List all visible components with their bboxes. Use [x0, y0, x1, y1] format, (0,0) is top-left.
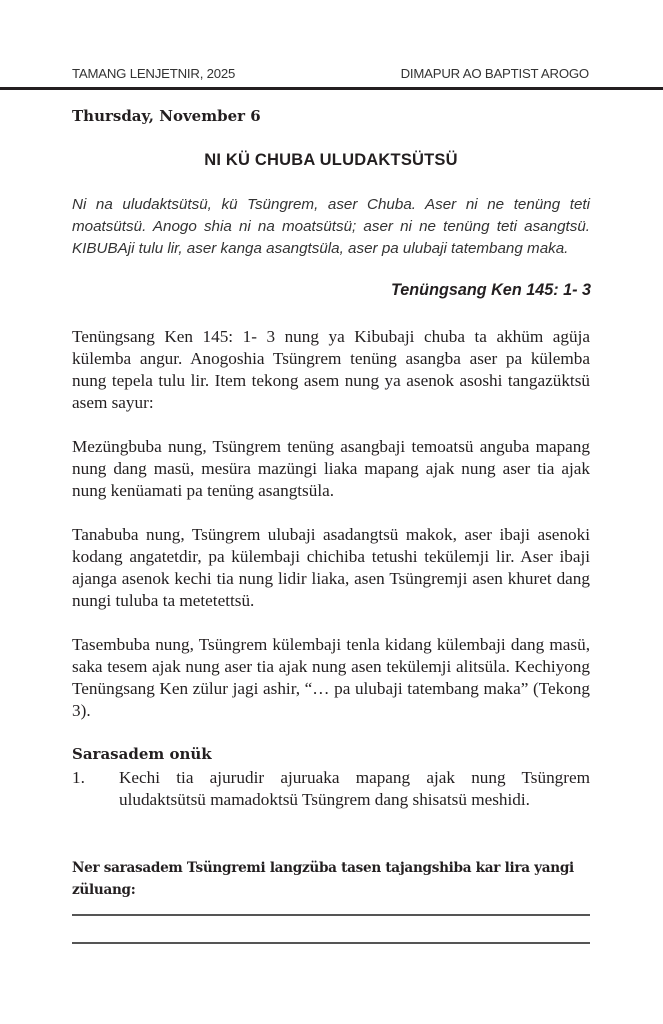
devotion-date: Thursday, November 6 [72, 107, 261, 125]
scripture-reference: Tenüngsang Ken 145: 1- 3 [391, 281, 591, 299]
paragraph-3: Tanabuba nung, Tsüngrem ulubaji asadangtsü makok, aser ibaji asenoki kodang angatetdir, pa külembaji chichiba tetushi tekülemji lir. Aser ibaji ajanga asenok kechi tia nung lidir liaka, asen Tsüngremji asen khuret dang nungi tuluba ta metetettsü. [72, 525, 590, 610]
prayer-prompt: Ner sarasadem Tsüngremi langzüba tasen tajangshiba kar lira yangi züluang: [72, 860, 574, 898]
epigraph: Ni na uludaktsütsü, kü Tsüngrem, aser Chuba. Aser ni ne tenüng teti moatsütsü. Anogo shia ni na moatsütsü; aser ni ne tenüng teti asangtsü. KIBUBAji tulu lir, aser kanga asangtsüla, aser pa ulubaji tatembang maka. [72, 196, 590, 257]
reflection-heading: Sarasadem onük [72, 745, 212, 763]
paragraph-1: Tenüngsang Ken 145: 1- 3 nung ya Kibubaji chuba ta akhüm agüja külemba angur. Anogoshia Tsüngrem tenüng asangba aser pa külemba nung tepela tulu lir. Item tekong asem nung ya asenok asoshi tangazüktsü asem sayur: [72, 327, 590, 412]
paragraph-4: Tasembuba nung, Tsüngrem külembaji tenla kidang külembaji dang masü, saka tesem ajak nung aser tia ajak nung asen tekülemji alitsüla. Kechiyong Tenüngsang Ken zülur jagi ashir, “… pa ulubaji tatembang maka” (Tekong 3). [72, 635, 590, 720]
reflection-item-number: 1. [72, 768, 85, 787]
reflection-item-text: Kechi tia ajurudir ajuruaka mapang ajak nung Tsüngrem uludaktsütsü mamadoktsü Tsüngrem dang shisatsü meshidi. [119, 768, 590, 809]
running-header-right: DIMAPUR AO BAPTIST AROGO [400, 66, 589, 81]
paragraph-2: Mezüngbuba nung, Tsüngrem tenüng asangbaji temoatsü anguba mapang nung dang masü, mesüra mazüngi liaka mapang ajak nung aser tia ajak nung kenüamati pa tenüng asangtsüla. [72, 437, 590, 500]
running-header-left: TAMANG LENJETNIR, 2025 [72, 66, 236, 81]
writing-line-1[interactable] [72, 914, 590, 916]
writing-line-2[interactable] [72, 942, 590, 944]
header-rule [0, 87, 663, 90]
devotion-title: NI KÜ CHUBA ULUDAKTSÜTSÜ [204, 151, 458, 169]
